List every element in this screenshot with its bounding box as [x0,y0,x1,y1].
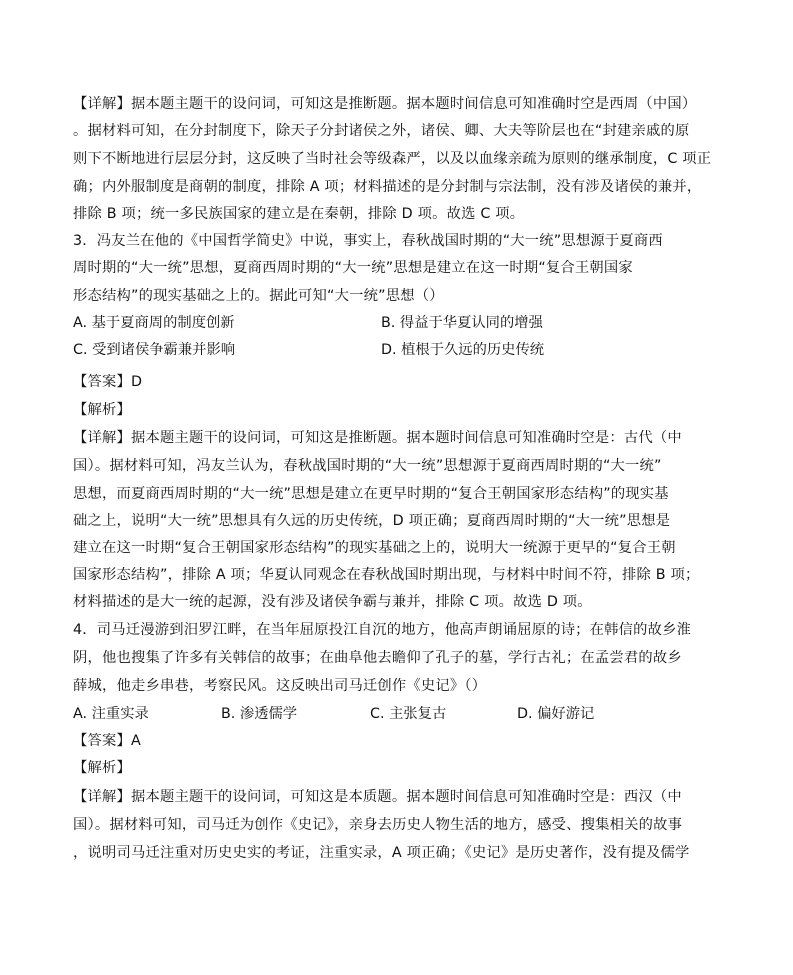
q3-detail-line: 思想，而夏商西周时期的“大一统”思想是建立在更早时期的“复合王朝国家形态结构”的现实基 [73,486,669,502]
q4-stem-line: 薛城，他走乡串巷，考察民风。这反映出司马迁创作《史记》（） [73,678,487,694]
q3-detail-line: 【详解】据本题主题干的设问词，可知这是推断题。据本题时间信息可知准确时空是：古代（中 [73,430,682,446]
q4-option-a: A. 注重实录 [73,706,149,722]
q3-stem-line: 3．冯友兰在他的《中国哲学简史》中说，事实上，春秋战国时期的“大一统”思想源于夏商西 [73,233,663,249]
q3-detail-line: 建立在这一时期“复合王朝国家形态结构”的现实基础之上的，说明大一统源于更早的“复合王朝 [73,540,676,556]
q2-detail-line: 排除 B 项；统一多民族国家的建立是在秦朝，排除 D 项。故选 C 项。 [73,206,525,222]
q4-option-d: D. 偏好游记 [517,706,595,722]
q4-answer: 【答案】A [73,733,141,749]
q4-detail-line: 【详解】据本题主题干的设问词，可知这是本质题。据本题时间信息可知准确时空是：西汉（中 [73,789,682,805]
q3-detail-line: 国家形态结构”，排除 A 项；华夏认同观念在春秋战国时期出现，与材料中时间不符，排除 B 项； [73,567,700,583]
q4-stem-line: 4．司马迁漫游到汨罗江畔，在当年屈原投江自沉的地方，他高声朗诵屈原的诗；在韩信的故乡淮 [73,622,692,638]
q4-option-b: B. 渗透儒学 [221,706,298,722]
q2-detail-line: 。据材料可知，在分封制度下，除天子分封诸侯之外，诸侯、卿、大夫等阶层也在“封建亲戚的原 [73,123,690,139]
q3-detail-line: 材料描述的是大一统的起源，没有涉及诸侯争霸与兼并，排除 C 项。故选 D 项。 [73,594,592,610]
q4-analysis-label: 【解析】 [73,760,131,776]
q3-detail-line: 国）。据材料可知，冯友兰认为，春秋战国时期的“大一统”思想源于夏商西周时期的“大一统” [73,458,662,474]
q2-detail-line: 则下不断地进行层层分封，这反映了当时社会等级森严，以及以血缘亲疏为原则的继承制度，C 项正 [73,151,712,167]
q3-option-a: A. 基于夏商周的制度创新 [73,315,235,331]
q4-detail-line: ，说明司马迁注重对历史史实的考证，注重实录，A 项正确；《史记》是历史著作，没有提及儒学 [73,845,690,861]
q3-answer: 【答案】D [73,374,143,390]
q4-option-c: C. 主张复古 [370,706,447,722]
q3-analysis-label: 【解析】 [73,402,131,418]
q3-option-b: B. 得益于华夏认同的增强 [381,315,543,331]
q3-detail-line: 础之上，说明“大一统”思想具有久远的历史传统，D 项正确；夏商西周时期的“大一统”思想是 [73,513,671,529]
q3-stem-line: 周时期的“大一统”思想，夏商西周时期的“大一统”思想是建立在这一时期“复合王朝国家 [73,260,633,276]
q4-detail-line: 国）。据材料可知，司马迁为创作《史记》，亲身去历史人物生活的地方，感受、搜集相关的故事 [73,817,683,833]
q2-detail-line: 【详解】据本题主题干的设问词，可知这是推断题。据本题时间信息可知准确时空是西周（中国） [73,96,697,112]
q3-option-c: C. 受到诸侯争霸兼并影响 [73,342,236,358]
q4-stem-line: 阴，他也搜集了许多有关韩信的故事；在曲阜他去瞻仰了孔子的墓，学行古礼；在孟尝君的故乡 [73,650,682,666]
q2-detail-line: 确；内外服制度是商朝的制度，排除 A 项；材料描述的是分封制与宗法制，没有涉及诸侯的兼并， [73,179,702,195]
q3-option-d: D. 植根于久远的历史传统 [381,342,545,358]
q3-stem-line: 形态结构”的现实基础之上的。据此可知“大一统”思想（） [73,288,444,304]
